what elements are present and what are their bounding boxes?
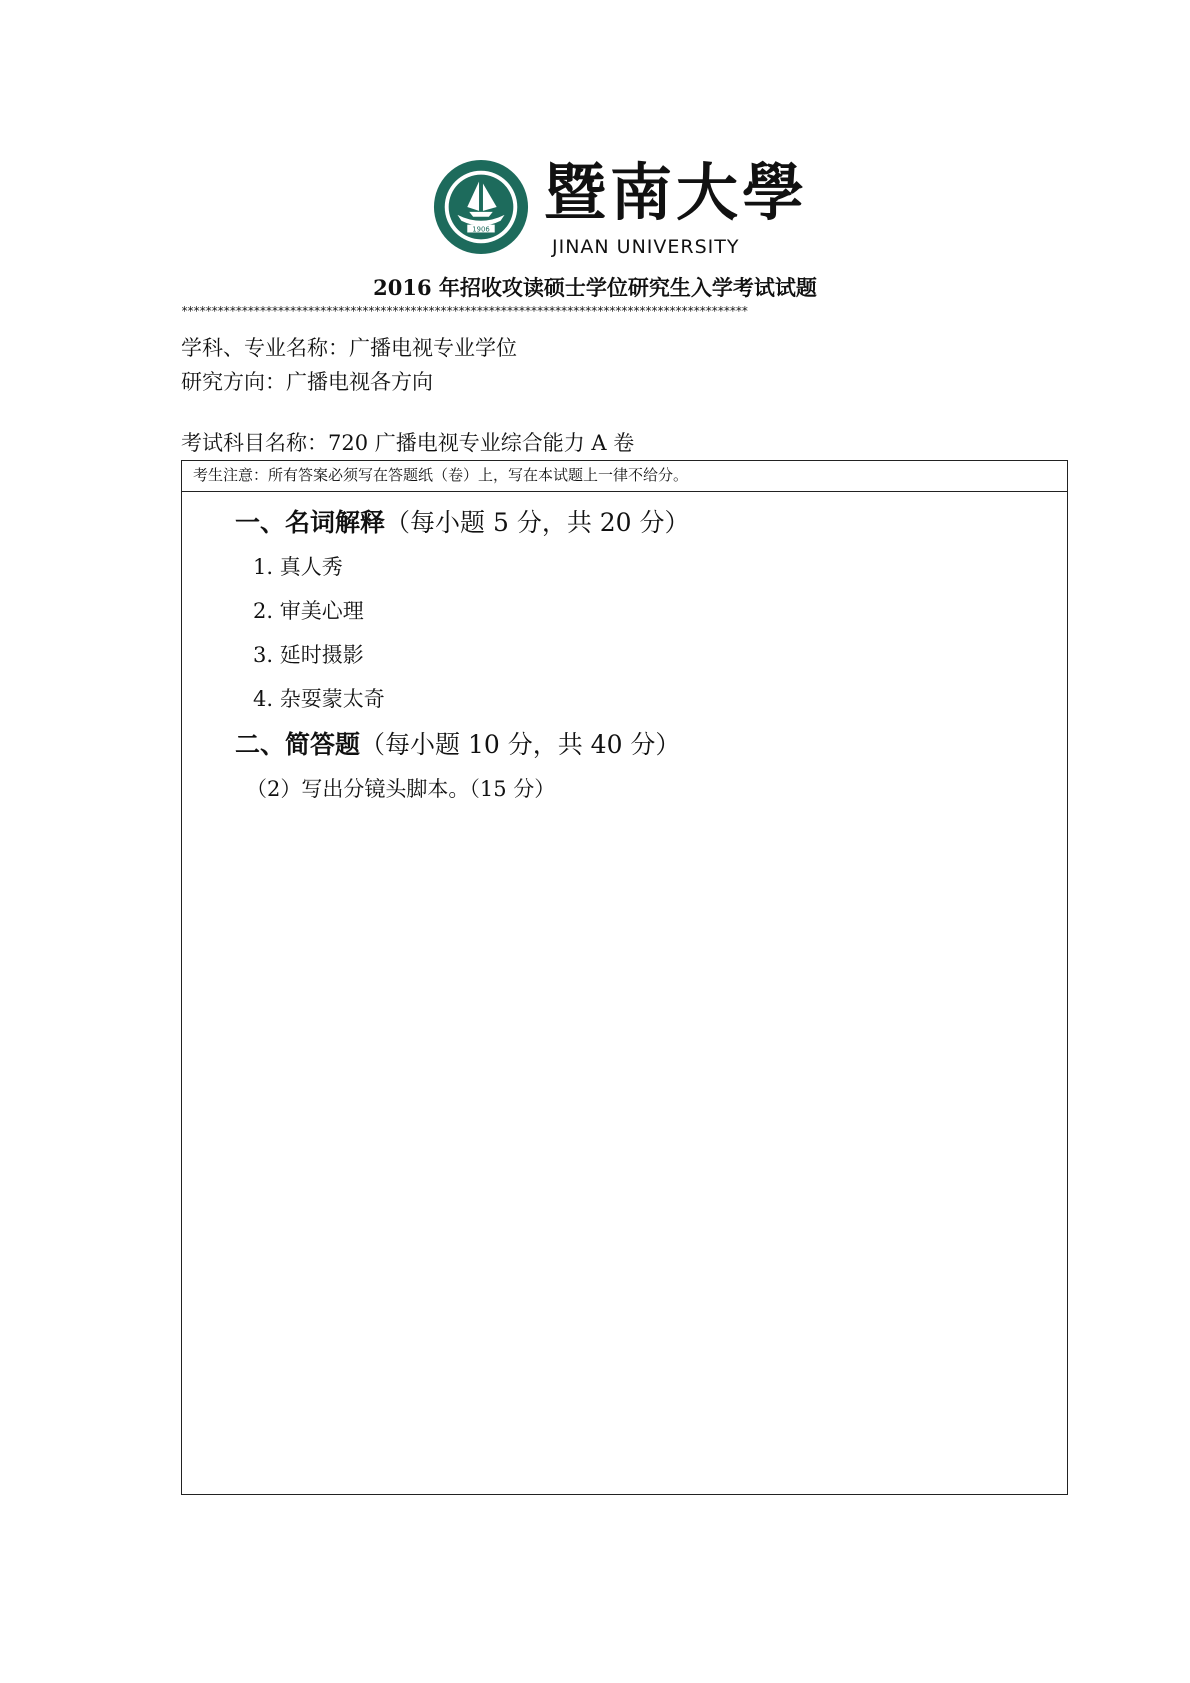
section-1-points: （每小题 5 分，共 20 分） bbox=[385, 508, 690, 537]
university-name-cn: 暨南大學 bbox=[544, 156, 809, 229]
candidate-notice: 考生注意：所有答案必须写在答题纸（卷）上，写在本试题上一律不给分。 bbox=[182, 461, 1067, 492]
svg-text:1906: 1906 bbox=[472, 225, 490, 234]
term-item-2: 2. 审美心理 bbox=[253, 599, 364, 623]
section-2-heading bbox=[235, 725, 680, 761]
university-seal-icon bbox=[432, 158, 530, 256]
exam-content-box bbox=[181, 460, 1068, 1495]
term-item-1: 1. 真人秀 bbox=[253, 555, 343, 579]
university-logo bbox=[432, 156, 809, 258]
section-1-heading bbox=[235, 503, 690, 539]
section-1-title: 一、名词解释 bbox=[235, 508, 386, 537]
subject-line: 考试科目名称：720 广播电视专业综合能力 A 卷 bbox=[181, 431, 635, 455]
section-2-points: （每小题 10 分，共 40 分） bbox=[360, 730, 681, 759]
section-2-title: 二、简答题 bbox=[235, 730, 361, 759]
star-separator: ********************************************************************************************** bbox=[181, 304, 748, 318]
exam-title: 2016 年招收攻读硕士学位研究生入学考试试题 bbox=[373, 275, 817, 300]
term-item-4: 4. 杂耍蒙太奇 bbox=[253, 687, 385, 711]
direction-line: 研究方向：广播电视各方向 bbox=[181, 370, 433, 394]
university-name-en: JINAN UNIVERSITY bbox=[552, 236, 740, 258]
discipline-line: 学科、专业名称：广播电视专业学位 bbox=[181, 336, 517, 360]
term-item-3: 3. 延时摄影 bbox=[253, 643, 364, 667]
question-item: （2）写出分镜头脚本。（15 分） bbox=[246, 777, 556, 801]
